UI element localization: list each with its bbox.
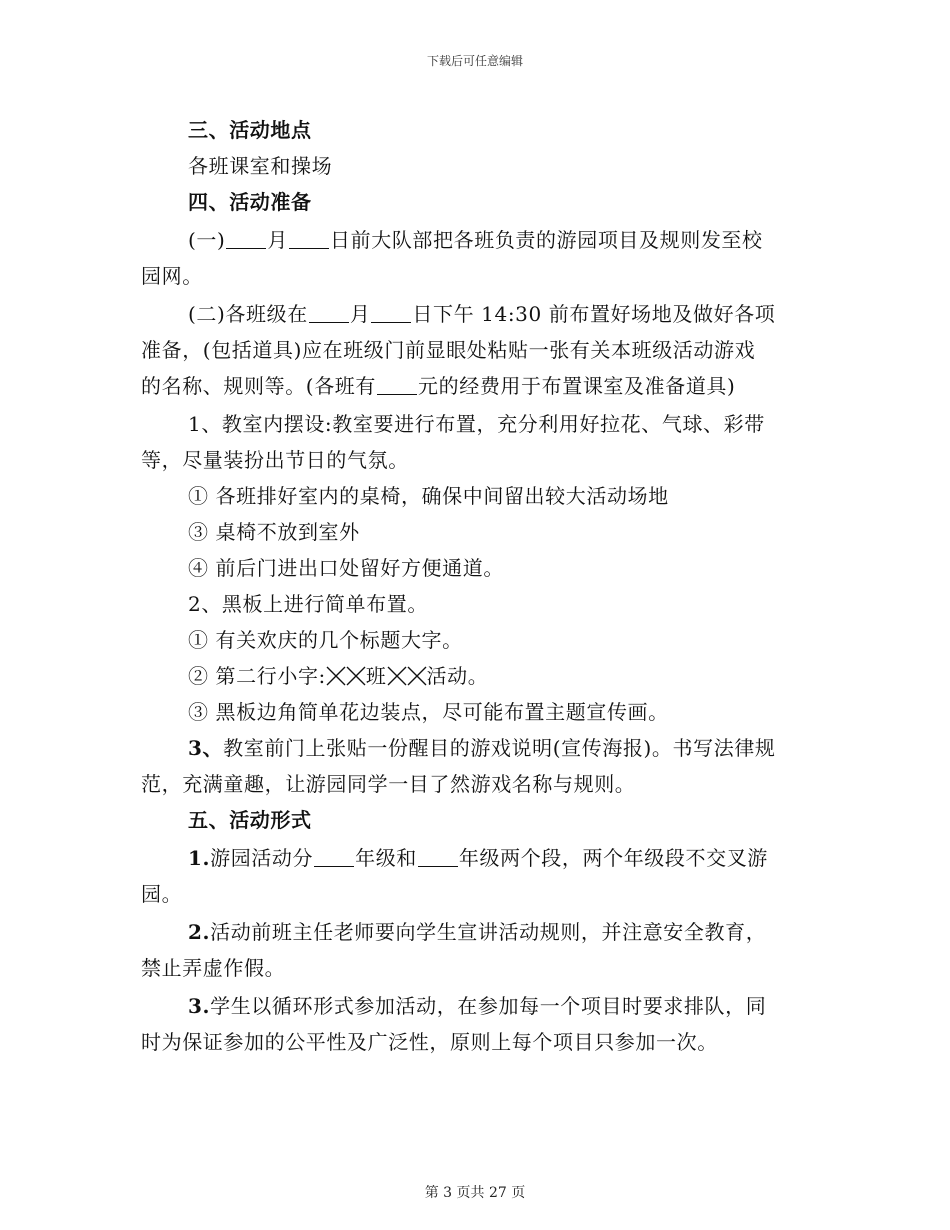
classroom-setup-b: ③ 桌椅不放到室外 — [188, 520, 360, 544]
cross-placeholder-icon — [387, 666, 427, 686]
blank-field — [314, 848, 354, 867]
blackboard-b: ② 第二行小字: 班 活动。 — [188, 664, 489, 688]
section-title-format: 五、活动形式 — [188, 808, 312, 832]
format-item-1: 1.游园活动分 年级和 年级两个段，两个年级段不交叉游 — [188, 846, 768, 870]
poster-line2: 范，充满童趣，让游园同学一目了然游戏名称与规则。 — [141, 772, 636, 796]
prep-item-2-line2: 准备，(包括道具)应在班级门前显眼处粘贴一张有关本班级活动游戏 — [141, 338, 756, 362]
page-number: 第 3 页共 27 页 — [424, 1185, 526, 1201]
blank-field — [371, 304, 411, 323]
location-text: 各班课室和操场 — [188, 154, 333, 178]
blank-field — [289, 230, 329, 249]
blackboard-title: 2、黑板上进行简单布置。 — [188, 592, 428, 616]
classroom-setup-a: ① 各班排好室内的桌椅，确保中间留出较大活动场地 — [188, 484, 669, 508]
blank-field — [377, 376, 417, 395]
classroom-setup-c: ④ 前后门进出口处留好方便通道。 — [188, 556, 504, 580]
format-item-2-line2: 禁止弄虚作假。 — [141, 956, 286, 980]
prep-item-2: (二)各班级在 月 日下午 14:30 前布置好场地及做好各项 — [188, 302, 776, 326]
prep-item-2-line3: 的名称、规则等。(各班有 元的经费用于布置课室及准备道具) — [141, 374, 736, 398]
blackboard-a: ① 有关欢庆的几个标题大字。 — [188, 628, 463, 652]
section-title-location: 三、活动地点 — [188, 118, 312, 142]
cross-placeholder-icon — [326, 666, 366, 686]
prep-item-1-line2: 园网。 — [141, 264, 203, 288]
format-item-2: 2.活动前班主任老师要向学生宣讲活动规则，并注意安全教育， — [188, 920, 767, 944]
format-item-3-line2: 时为保证参加的公平性及广泛性，原则上每个项目只参加一次。 — [141, 1030, 718, 1054]
format-item-1-line2: 园。 — [141, 882, 183, 906]
blank-field — [226, 230, 266, 249]
document-body — [141, 112, 805, 1060]
classroom-setup-line2: 等，尽量装扮出节日的气氛。 — [141, 448, 409, 472]
section-title-preparation: 四、活动准备 — [188, 190, 312, 214]
blackboard-c: ③ 黑板边角简单花边装点，尽可能布置主题宣传画。 — [188, 700, 669, 724]
blank-field — [309, 304, 349, 323]
header-note: 下载后可任意编辑 — [426, 54, 523, 68]
poster-line1: 3、教室前门上张贴一份醒目的游戏说明(宣传海报)。书写法律规 — [188, 736, 776, 760]
prep-item-1: (一) 月 日前大队部把各班负责的游园项目及规则发至校 — [188, 228, 763, 252]
classroom-setup-line1: 1、教室内摆设:教室要进行布置，充分利用好拉花、气球、彩带 — [188, 412, 765, 436]
format-item-3: 3.学生以循环形式参加活动，在参加每一个项目时要求排队，同 — [188, 994, 767, 1018]
blank-field — [418, 848, 458, 867]
